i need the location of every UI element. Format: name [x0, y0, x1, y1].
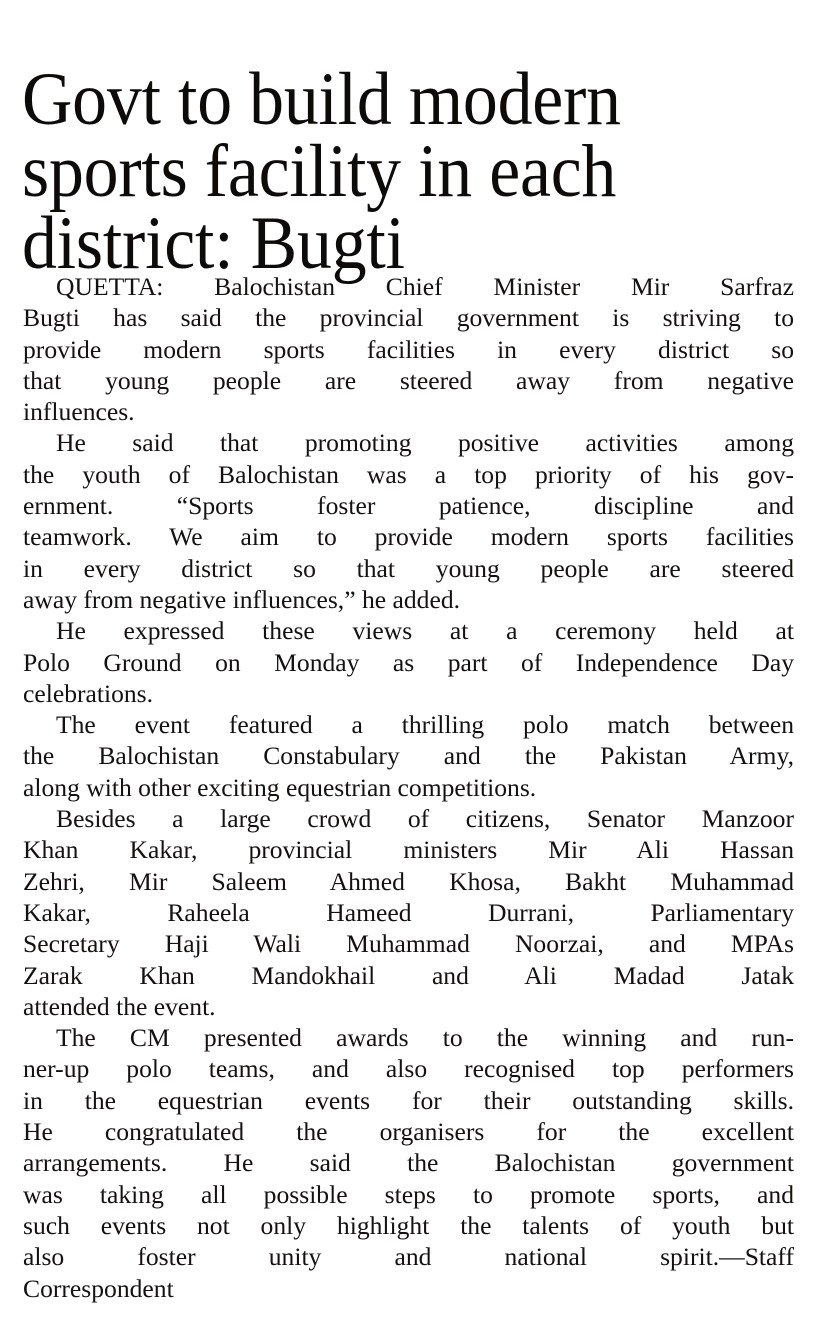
- article-line: attended the event.: [23, 991, 216, 1021]
- article-line: provide modern sports facilities in every district so: [23, 334, 794, 364]
- article-line: Correspondent: [23, 1273, 174, 1303]
- article-line: ner-up polo teams, and also recognised top performers: [23, 1054, 794, 1084]
- article-line: teamwork. We aim to provide modern sports facilities: [23, 522, 794, 552]
- article-line: Zarak Khan Mandokhail and Ali Madad Jatak: [23, 960, 794, 990]
- article-line: in the equestrian events for their outstanding skills.: [23, 1085, 794, 1115]
- headline-line-1: Govt to build modern: [22, 58, 621, 142]
- article-line: Besides a large crowd of citizens, Senator Manzoor: [56, 804, 794, 834]
- page-title: [22, 58, 757, 286]
- article-line: The event featured a thrilling polo match between: [56, 710, 794, 740]
- article-body: [23, 271, 794, 1304]
- article-line: Zehri, Mir Saleem Ahmed Khosa, Bakht Muhammad: [23, 866, 794, 896]
- article-line: Khan Kakar, provincial ministers Mir Ali Hassan: [23, 835, 794, 865]
- article-line: The CM presented awards to the winning and run-: [56, 1023, 794, 1053]
- article-line: away from negative influences,” he added.: [23, 584, 461, 614]
- article-line: celebrations.: [23, 678, 154, 708]
- article-paragraph: [23, 271, 794, 427]
- article-line: Bugti has said the provincial government is striving to: [23, 303, 794, 333]
- article-line: arrangements. He said the Balochistan government: [23, 1148, 794, 1178]
- article-line: such events not only highlight the talents of youth but: [23, 1210, 794, 1240]
- article-line: also foster unity and national spirit.—Staff: [23, 1242, 794, 1272]
- article-line: that young people are steered away from negative: [23, 365, 794, 395]
- article-line: the Balochistan Constabulary and the Pakistan Army,: [23, 741, 794, 771]
- article-paragraph: [23, 803, 794, 1022]
- article-line: was taking all possible steps to promote sports, and: [23, 1179, 794, 1209]
- article-line: along with other exciting equestrian competitions.: [23, 772, 537, 802]
- headline-line-2: sports facility in each: [22, 130, 617, 214]
- article-line: He said that promoting positive activities among: [56, 428, 794, 458]
- article-line: Secretary Haji Wali Muhammad Noorzai, and MPAs: [23, 929, 794, 959]
- article-line: the youth of Balochistan was a top priority of his gov-: [23, 459, 794, 489]
- article-paragraph: [23, 427, 794, 615]
- article-line: He expressed these views at a ceremony held at: [56, 616, 794, 646]
- article-paragraph: [23, 709, 794, 803]
- article-line: QUETTA: Balochistan Chief Minister Mir Sarfraz: [56, 272, 794, 301]
- article-paragraph: [23, 615, 794, 709]
- article-line: Kakar, Raheela Hameed Durrani, Parliamentary: [23, 897, 794, 927]
- article-line: in every district so that young people are steered: [23, 553, 794, 583]
- headline-line-3: district: Bugti: [22, 202, 405, 286]
- article-line: Polo Ground on Monday as part of Independence Day: [23, 647, 794, 677]
- article-line: ernment. “Sports foster patience, discipline and: [23, 491, 794, 521]
- article-line: influences.: [23, 397, 135, 427]
- article-line: He congratulated the organisers for the excellent: [23, 1117, 794, 1147]
- article-paragraph: [23, 1022, 794, 1304]
